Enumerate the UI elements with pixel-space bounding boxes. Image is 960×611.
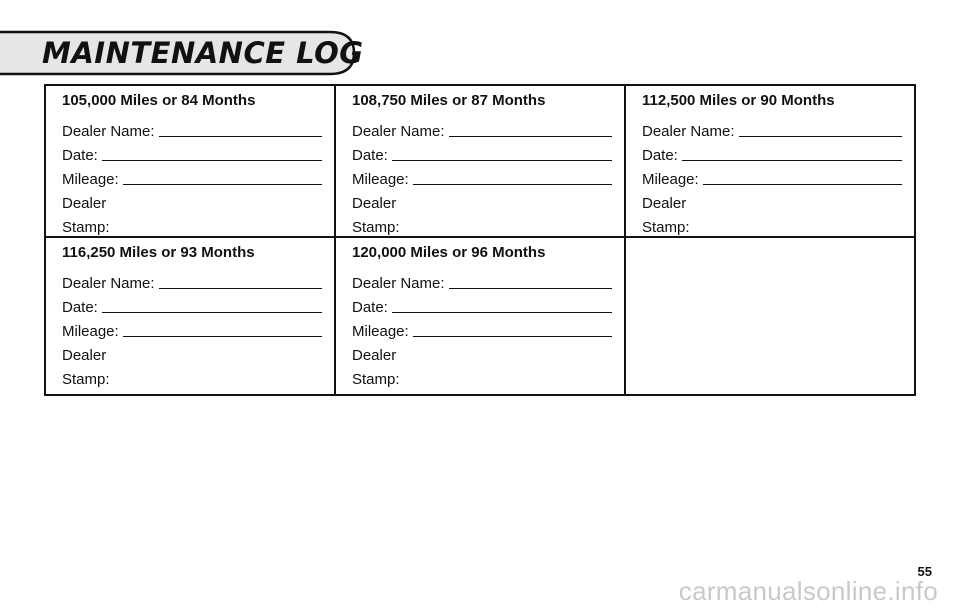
log-entry — [625, 85, 915, 237]
field-label: Mileage: — [352, 171, 409, 188]
fill-line — [449, 136, 612, 137]
mileage-field — [352, 164, 614, 188]
fill-line — [413, 184, 612, 185]
fill-line — [102, 160, 322, 161]
entry-heading: 108,750 Miles or 87 Months — [352, 92, 546, 109]
maintenance-log-table — [44, 84, 916, 396]
field-label: Mileage: — [352, 323, 409, 340]
fill-line — [159, 288, 322, 289]
log-entry — [45, 85, 335, 237]
date-field — [62, 140, 324, 164]
log-entry — [335, 85, 625, 237]
log-entry — [45, 237, 335, 395]
entry-heading: 116,250 Miles or 93 Months — [62, 244, 255, 261]
field-label: Dealer Name: — [642, 123, 735, 140]
dealer-name-field — [62, 116, 324, 140]
field-label: Date: — [62, 147, 98, 164]
fill-line — [159, 136, 322, 137]
date-field — [62, 292, 324, 316]
watermark: carmanualsonline.info — [678, 576, 938, 606]
date-field — [352, 292, 614, 316]
page-number: 55 — [917, 564, 932, 579]
dealer-name-field — [352, 116, 614, 140]
field-label: Dealer Name: — [62, 275, 155, 292]
entry-heading: 112,500 Miles or 90 Months — [642, 92, 835, 109]
stamp-label: Stamp: — [642, 219, 690, 236]
date-field — [642, 140, 904, 164]
fill-line — [739, 136, 902, 137]
fill-line — [392, 312, 612, 313]
dealer-label: Dealer — [352, 195, 397, 212]
field-label: Mileage: — [62, 323, 119, 340]
field-label: Dealer Name: — [352, 123, 445, 140]
header-tab — [0, 30, 364, 74]
field-label: Mileage: — [642, 171, 699, 188]
field-label: Date: — [352, 147, 388, 164]
fill-line — [392, 160, 612, 161]
stamp-label: Stamp: — [352, 219, 400, 236]
stamp-label: Stamp: — [352, 371, 400, 388]
table-row — [45, 85, 915, 237]
empty-cell — [625, 237, 915, 395]
table-row — [45, 237, 915, 395]
field-label: Mileage: — [62, 171, 119, 188]
stamp-label: Stamp: — [62, 371, 110, 388]
dealer-name-field — [352, 268, 614, 292]
page-title: MAINTENANCE LOG — [42, 36, 364, 70]
fill-line — [449, 288, 612, 289]
entry-heading: 120,000 Miles or 96 Months — [352, 244, 546, 261]
mileage-field — [352, 316, 614, 340]
dealer-name-field — [642, 116, 904, 140]
mileage-field — [62, 164, 324, 188]
mileage-field — [62, 316, 324, 340]
field-label: Date: — [352, 299, 388, 316]
fill-line — [102, 312, 322, 313]
field-label: Dealer Name: — [352, 275, 445, 292]
dealer-label: Dealer — [62, 195, 107, 212]
field-label: Dealer Name: — [62, 123, 155, 140]
field-label: Date: — [62, 299, 98, 316]
fill-line — [123, 336, 322, 337]
field-label: Date: — [642, 147, 678, 164]
dealer-label: Dealer — [642, 195, 687, 212]
entry-heading: 105,000 Miles or 84 Months — [62, 92, 256, 109]
fill-line — [413, 336, 612, 337]
stamp-label: Stamp: — [62, 219, 110, 236]
fill-line — [682, 160, 902, 161]
mileage-field — [642, 164, 904, 188]
fill-line — [703, 184, 902, 185]
dealer-name-field — [62, 268, 324, 292]
log-entry — [335, 237, 625, 395]
dealer-label: Dealer — [62, 347, 107, 364]
fill-line — [123, 184, 322, 185]
dealer-label: Dealer — [352, 347, 397, 364]
date-field — [352, 140, 614, 164]
